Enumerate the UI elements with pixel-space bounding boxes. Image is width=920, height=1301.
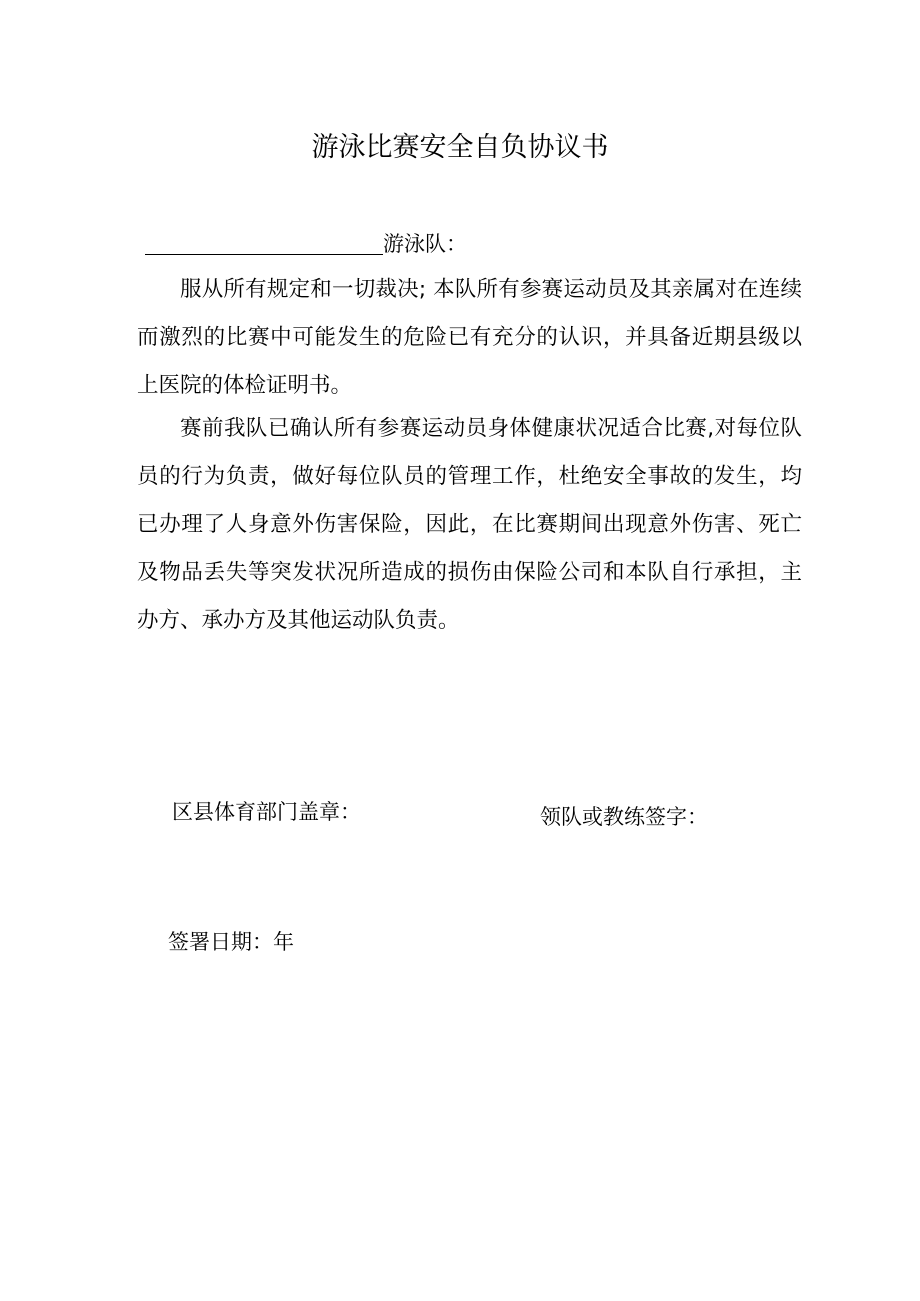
stamp-label: 区县体育部门盖章： (172, 800, 361, 824)
paragraph-2 (137, 405, 802, 645)
paragraph-2-text: 赛前我队已确认所有参赛运动员身体健康状况适合比赛,对每位队员的行为负责，做好每位队员的管理工作，杜绝安全事故的发生，均已办理了人身意外伤害保险，因此，在比赛期间出现意外伤害、死亡及物品丢失等突发状况所造成的损伤由保险公司和本队自行承担，主办方、承办方及其他运动队负责。 (137, 416, 802, 633)
team-name-blank (145, 254, 383, 255)
document-title: 游泳比赛安全自负协议书 (311, 132, 609, 163)
team-line-suffix: 游泳队： (383, 232, 467, 256)
coach-signature-label: 领队或教练签字： (540, 805, 708, 829)
team-name-line (145, 228, 467, 258)
paragraph-1 (137, 266, 802, 410)
paragraph-1-text: 服从所有规定和一切裁决; 本队所有参赛运动员及其亲属对在连续而激烈的比赛中可能发生的危险已有充分的认识，并具备近期县级以上医院的体检证明书。 (137, 277, 802, 398)
signing-date-label: 签署日期：年 (168, 930, 294, 954)
